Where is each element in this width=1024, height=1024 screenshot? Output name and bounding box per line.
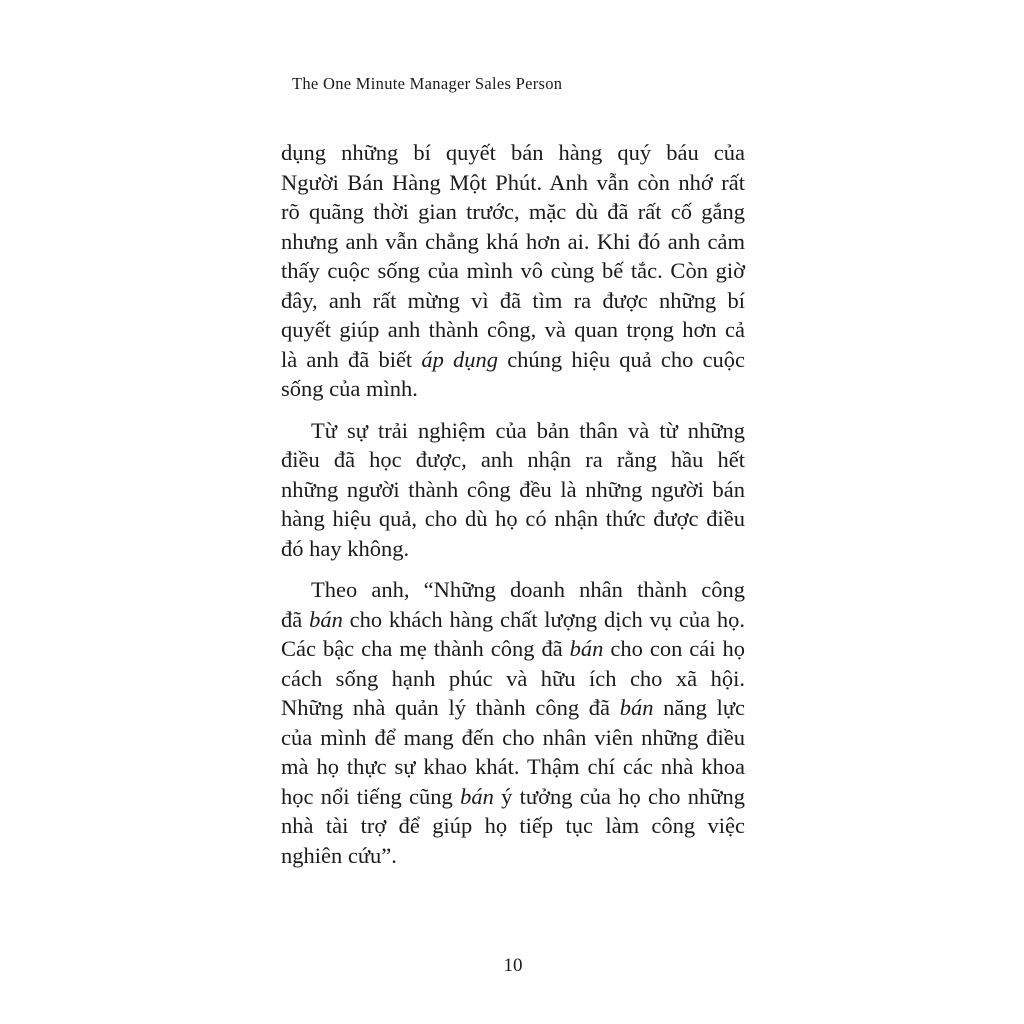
text-line <box>281 841 745 871</box>
body-text: sống của mình. <box>281 376 418 401</box>
text-line <box>281 693 745 723</box>
body-text: Từ sự trải nghiệm của bản thân và từ những <box>311 417 745 443</box>
body-text: Theo anh, “Những doanh nhân thành công <box>311 577 745 602</box>
text-line <box>281 782 745 812</box>
text-line <box>281 811 745 841</box>
body-text: những người thành công đều là những người bán <box>281 476 745 502</box>
paragraph <box>281 138 745 404</box>
body-text: đây, anh rất mừng vì đã tìm ra được những bí <box>281 287 745 313</box>
page-body <box>281 138 745 870</box>
text-line <box>281 575 745 605</box>
body-text: năng lực <box>653 695 745 720</box>
emphasized-text: bán <box>460 783 494 809</box>
emphasized-text: bán <box>309 606 343 632</box>
body-text: học nổi tiếng cũng <box>281 783 461 809</box>
text-line <box>281 256 745 286</box>
body-text: cho con cái họ <box>603 636 745 661</box>
body-text: đã <box>281 606 310 632</box>
text-line <box>281 475 745 505</box>
emphasized-text: áp dụng <box>421 346 499 372</box>
text-line <box>281 197 745 227</box>
text-line <box>281 445 745 475</box>
text-line <box>281 138 745 168</box>
text-line <box>281 664 745 694</box>
body-text: Người Bán Hàng Một Phút. Anh vẫn còn nhớ rất <box>281 169 745 195</box>
body-text: điều đã học được, anh nhận ra rằng hầu hết <box>281 447 745 472</box>
body-text: hàng hiệu quả, cho dù họ có nhận thức được điều <box>281 506 745 531</box>
body-text: nhà tài trợ để giúp họ tiếp tục làm công việc <box>281 813 745 838</box>
emphasized-text: bán <box>569 636 604 661</box>
body-text: là anh đã biết <box>281 346 422 372</box>
text-line <box>281 634 745 664</box>
paragraph <box>281 575 745 870</box>
body-text: thấy cuộc sống của mình vô cùng bế tắc. Còn giờ <box>281 258 745 283</box>
text-line <box>281 286 745 316</box>
text-line <box>281 168 745 198</box>
paragraph <box>281 416 745 564</box>
text-line <box>281 534 745 564</box>
body-text: đó hay không. <box>281 535 410 561</box>
body-text: rõ quãng thời gian trước, mặc dù đã rất cố gắng <box>281 199 745 224</box>
body-text: Những nhà quản lý thành công đã <box>281 695 620 720</box>
text-line <box>281 504 745 534</box>
body-text: mà họ thực sự khao khát. Thậm chí các nhà khoa <box>281 754 745 779</box>
body-text: cho khách hàng chất lượng dịch vụ của họ. <box>342 606 745 632</box>
body-text: của mình để mang đến cho nhân viên những điều <box>281 724 745 750</box>
body-text: Các bậc cha mẹ thành công đã <box>281 636 570 661</box>
running-header: The One Minute Manager Sales Person <box>292 74 563 93</box>
page-number: 10 <box>503 955 523 976</box>
body-text: quyết giúp anh thành công, và quan trọng hơn cả <box>281 317 745 342</box>
body-text: chúng hiệu quả cho cuộc <box>498 346 746 372</box>
text-line <box>281 723 745 753</box>
text-line <box>281 605 745 635</box>
emphasized-text: bán <box>619 695 654 720</box>
text-line <box>281 227 745 257</box>
text-line <box>281 752 745 782</box>
text-line <box>281 345 745 375</box>
body-text: nghiên cứu”. <box>281 842 397 868</box>
text-line <box>281 374 745 404</box>
text-line <box>281 416 745 446</box>
body-text: dụng những bí quyết bán hàng quý báu của <box>281 140 745 165</box>
text-line <box>281 315 745 345</box>
body-text: ý tưởng của họ cho những <box>493 783 745 809</box>
body-text: cách sống hạnh phúc và hữu ích cho xã hội. <box>281 665 745 691</box>
body-text: nhưng anh vẫn chẳng khá hơn ai. Khi đó anh cảm <box>281 228 745 254</box>
